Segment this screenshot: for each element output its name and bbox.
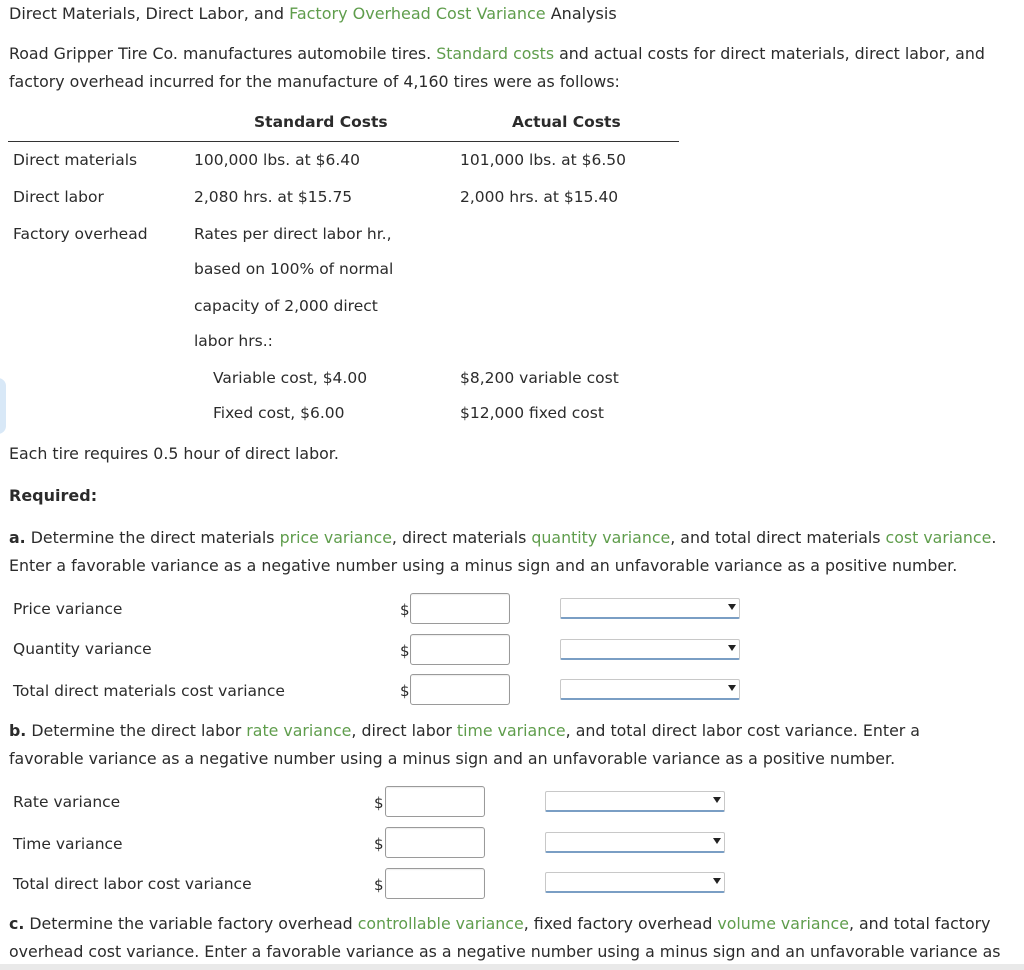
price-variance-label: Price variance (13, 600, 123, 618)
total-labor-variance-input[interactable] (385, 868, 485, 899)
title-text: Direct Materials, Direct Labor, and (9, 4, 290, 23)
row-label-direct-labor: Direct labor (13, 188, 104, 206)
standard-direct-labor: 2,080 hrs. at $15.75 (194, 188, 353, 206)
overhead-description-line-1: Rates per direct labor hr., (194, 225, 392, 243)
total-labor-variance-select[interactable] (545, 872, 725, 893)
required-label: Required: (9, 486, 98, 505)
part-a-letter: a. (9, 528, 26, 547)
standard-direct-materials: 100,000 lbs. at $6.40 (194, 151, 360, 169)
edge-scroll-indicator (0, 378, 6, 434)
chevron-down-icon (728, 604, 736, 610)
total-labor-variance-label: Total direct labor cost variance (13, 875, 252, 893)
cost-variance-link[interactable]: cost variance (885, 528, 992, 547)
row-label-direct-materials: Direct materials (13, 151, 138, 169)
bottom-edge (0, 964, 1024, 970)
price-variance-input[interactable] (410, 593, 510, 624)
overhead-description-line-4: labor hrs.: (194, 332, 273, 350)
part-c-instructions-line-1 (9, 910, 991, 938)
total-materials-variance-label: Total direct materials cost variance (13, 682, 285, 700)
chevron-down-icon (713, 797, 721, 803)
price-variance-currency: $ (400, 601, 410, 619)
rate-variance-link[interactable]: rate variance (246, 721, 352, 740)
part-b-text: Determine the direct labor (26, 721, 247, 740)
part-a-text: , direct materials (391, 528, 532, 547)
part-c-text: , and total factory (848, 914, 991, 933)
standard-fixed-cost: Fixed cost, $6.00 (213, 404, 345, 422)
price-variance-select[interactable] (560, 598, 740, 619)
intro-text: Road Gripper Tire Co. manufactures automobile tires. (9, 44, 437, 63)
actual-variable-cost: $8,200 variable cost (460, 369, 619, 387)
controllable-variance-link[interactable]: controllable variance (357, 914, 524, 933)
rate-variance-input[interactable] (385, 786, 485, 817)
part-c-letter: c. (9, 914, 25, 933)
part-c-text: Determine the variable factory overhead (24, 914, 358, 933)
part-b-text: , direct labor (351, 721, 457, 740)
part-c-text: , fixed factory overhead (523, 914, 718, 933)
rate-variance-label: Rate variance (13, 793, 121, 811)
standard-variable-cost: Variable cost, $4.00 (213, 369, 368, 387)
overhead-description-line-3: capacity of 2,000 direct (194, 297, 378, 315)
intro-line-1 (9, 40, 985, 68)
total-materials-variance-input[interactable] (410, 674, 510, 705)
time-variance-currency: $ (374, 835, 384, 853)
quantity-variance-link[interactable]: quantity variance (531, 528, 671, 547)
chevron-down-icon (713, 878, 721, 884)
part-a-instructions-line-1 (9, 524, 996, 552)
table-header-divider (8, 141, 679, 142)
part-b-text: , and total direct labor cost variance. Enter a (565, 721, 920, 740)
page-title (9, 4, 617, 23)
standard-costs-link[interactable]: Standard costs (436, 44, 555, 63)
time-variance-select[interactable] (545, 832, 725, 853)
rate-variance-currency: $ (374, 794, 384, 812)
chevron-down-icon (728, 685, 736, 691)
rate-variance-select[interactable] (545, 791, 725, 812)
part-a-text: , and total direct materials (670, 528, 886, 547)
time-variance-link[interactable]: time variance (456, 721, 566, 740)
part-c-instructions-line-2: overhead cost variance. Enter a favorable variance as a negative number using a minus sign and an unfavorable variance as (9, 942, 1001, 961)
title-text-end: Analysis (545, 4, 617, 23)
actual-direct-materials: 101,000 lbs. at $6.50 (460, 151, 626, 169)
quantity-variance-select[interactable] (560, 639, 740, 660)
price-variance-link[interactable]: price variance (279, 528, 392, 547)
total-materials-variance-currency: $ (400, 682, 410, 700)
chevron-down-icon (728, 645, 736, 651)
quantity-variance-input[interactable] (410, 634, 510, 665)
quantity-variance-label: Quantity variance (13, 640, 152, 658)
total-labor-variance-currency: $ (374, 876, 384, 894)
total-materials-variance-select[interactable] (560, 679, 740, 700)
factory-overhead-cost-variance-link[interactable]: Factory Overhead Cost Variance (289, 4, 546, 23)
part-b-instructions-line-1 (9, 717, 920, 745)
overhead-description-line-2: based on 100% of normal (194, 260, 394, 278)
actual-costs-header: Actual Costs (512, 113, 621, 131)
actual-direct-labor: 2,000 hrs. at $15.40 (460, 188, 619, 206)
quantity-variance-currency: $ (400, 642, 410, 660)
labor-note: Each tire requires 0.5 hour of direct labor. (9, 444, 339, 463)
standard-costs-header: Standard Costs (254, 113, 388, 131)
part-a-text: Determine the direct materials (25, 528, 280, 547)
volume-variance-link[interactable]: volume variance (717, 914, 849, 933)
chevron-down-icon (713, 838, 721, 844)
part-a-text: . (991, 528, 997, 547)
actual-fixed-cost: $12,000 fixed cost (460, 404, 604, 422)
time-variance-input[interactable] (385, 827, 485, 858)
intro-line-2: factory overhead incurred for the manufacture of 4,160 tires were as follows: (9, 72, 620, 91)
part-b-letter: b. (9, 721, 27, 740)
part-b-instructions-line-2: favorable variance as a negative number using a minus sign and an unfavorable variance as a positive number. (9, 749, 896, 768)
part-a-instructions-line-2: Enter a favorable variance as a negative number using a minus sign and an unfavorable variance as a positive number. (9, 556, 958, 575)
intro-text-end: and actual costs for direct materials, direct labor, and (554, 44, 985, 63)
row-label-factory-overhead: Factory overhead (13, 225, 148, 243)
time-variance-label: Time variance (13, 835, 123, 853)
